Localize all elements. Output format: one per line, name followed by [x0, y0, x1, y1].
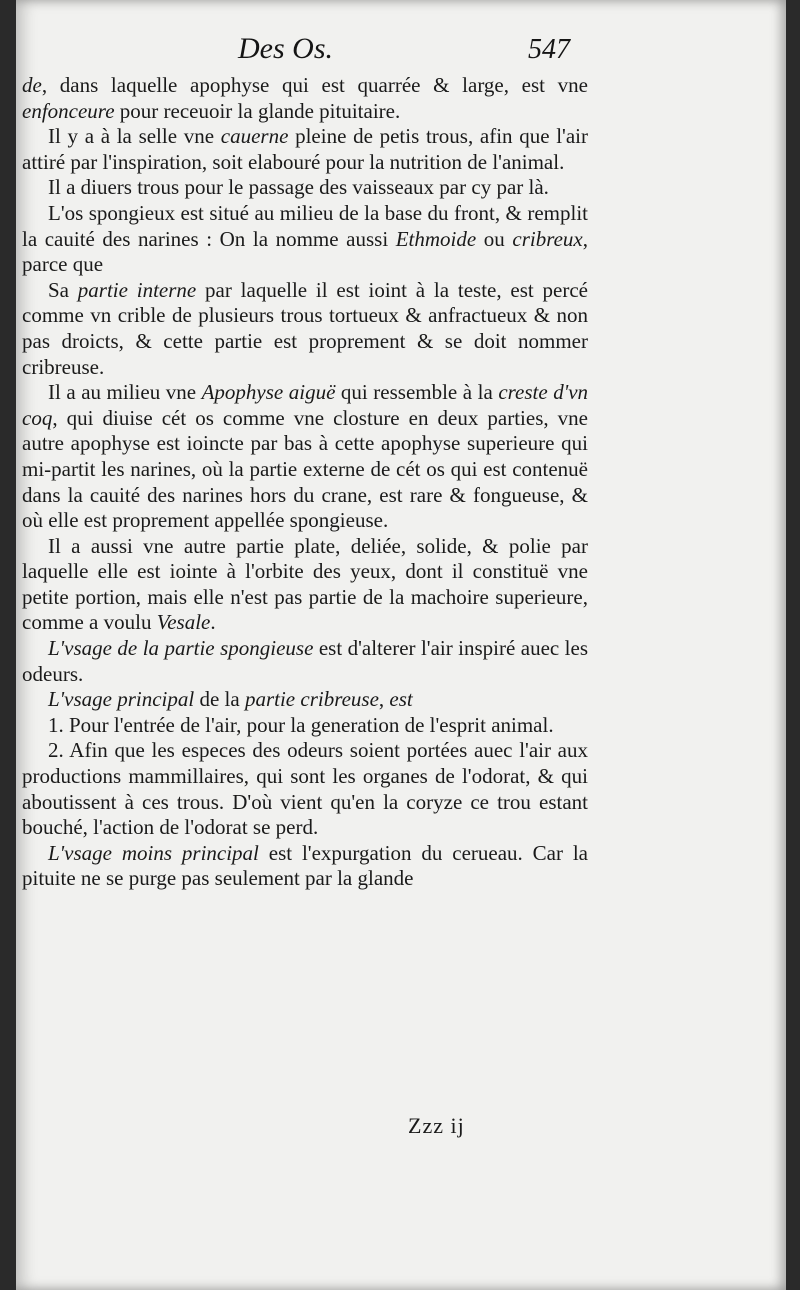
paragraph — [22, 201, 588, 278]
text-run: Il a au milieu vne — [48, 380, 202, 405]
text-run: ou — [476, 226, 513, 251]
paragraph — [22, 534, 588, 636]
text-run: 1. Pour l'entrée de l'air, pour la generation de l'esprit animal. — [48, 712, 554, 737]
page-number: 547 — [528, 34, 570, 65]
text-run: Il a aussi vne autre partie plate, deliée, solide, & polie par laquelle elle est iointe à l'orbite des yeux, dont il constituë vne petite portion, mais elle n'est pas partie de la machoire superieure, comme a voulu — [22, 533, 588, 635]
text-run: , qui diuise cét os comme vne closture en deux parties, vne autre apophyse est ioincte par bas à cette apophyse superieure qui mi-partit les narines, où la partie externe de cét os qui est contenuë dans la cauité des narines hors du crane, est rare & fongueuse, & où elle est proprement appellée spongieuse. — [22, 405, 588, 533]
paragraph — [22, 636, 588, 687]
italic-run: L'vsage moins principal — [48, 840, 259, 865]
paragraph — [22, 124, 588, 175]
text-run: est d'alterer l'air inspiré auec les odeurs. — [22, 636, 589, 686]
italic-run: partie interne — [77, 277, 197, 302]
text-run: est l'expurgation du cerueau. Car la pituite ne se purge pas seulement par la glande — [22, 840, 589, 891]
text-run: Il y a à la selle vne — [48, 124, 221, 149]
paragraph — [22, 175, 588, 201]
italic-run: enfonceure — [22, 98, 115, 123]
paragraph — [22, 713, 588, 739]
text-run: Il a diuers trous pour le passage des vaisseaux par cy par là. — [48, 175, 549, 200]
paragraph — [22, 380, 588, 534]
text-run: , dans laquelle apophyse qui est quarrée & large, est vne — [41, 73, 588, 97]
italic-run: L'vsage principal — [48, 687, 195, 712]
text-run: qui ressemble à la — [335, 380, 499, 405]
italic-run: est — [389, 687, 413, 712]
text-run: Sa — [48, 277, 78, 302]
text-run: , parce que — [22, 226, 588, 277]
text-run: , — [378, 687, 390, 712]
italic-run: creste d'vn coq — [22, 380, 589, 430]
italic-run: de — [22, 73, 42, 97]
signature-mark: Zzz ij — [408, 1113, 465, 1138]
italic-run: Apophyse aiguë — [201, 380, 336, 405]
text-run: 2. Afin que les especes des odeurs soient portées auec l'air aux productions mammillaires, qui sont les organes de l'odorat, & qui aboutissent à ces trous. D'où vient qu'en la coryze ce trou estant bouché, l'action de l'odorat se perd. — [22, 738, 588, 840]
page-header — [16, 26, 786, 76]
paragraph — [22, 278, 588, 380]
italic-run: partie cribreuse — [244, 687, 379, 712]
text-run: pleine de petis trous, afin que l'air attiré par l'inspiration, soit elabouré pour la nutrition de l'animal. — [22, 124, 588, 174]
italic-run: Ethmoide — [395, 226, 477, 251]
body-text — [22, 73, 588, 892]
italic-run: L'vsage de la partie spongieuse — [48, 636, 314, 661]
paragraph — [22, 687, 588, 713]
text-run: pour receuoir la glande pituitaire. — [114, 98, 401, 123]
text-run: par laquelle il est ioint à la teste, est percé comme vn crible de plusieurs trous tortueux & anfractueux & non pas droicts, & cette partie est proprement & se doit nommer cribreuse. — [22, 277, 588, 379]
text-run: de la — [194, 687, 245, 712]
paragraph — [22, 73, 588, 124]
italic-run: Vesale — [156, 610, 211, 635]
paragraph — [22, 738, 588, 840]
text-run: . — [210, 610, 216, 635]
book-page — [16, 0, 786, 1290]
italic-run: cauerne — [220, 124, 289, 149]
running-head: Des Os. — [238, 32, 333, 65]
text-run: L'os spongieux est situé au milieu de la base du front, & remplit la cauité des narines : On la nomme aussi — [22, 200, 588, 251]
italic-run: cribreux — [512, 226, 583, 251]
paragraph — [22, 841, 588, 892]
